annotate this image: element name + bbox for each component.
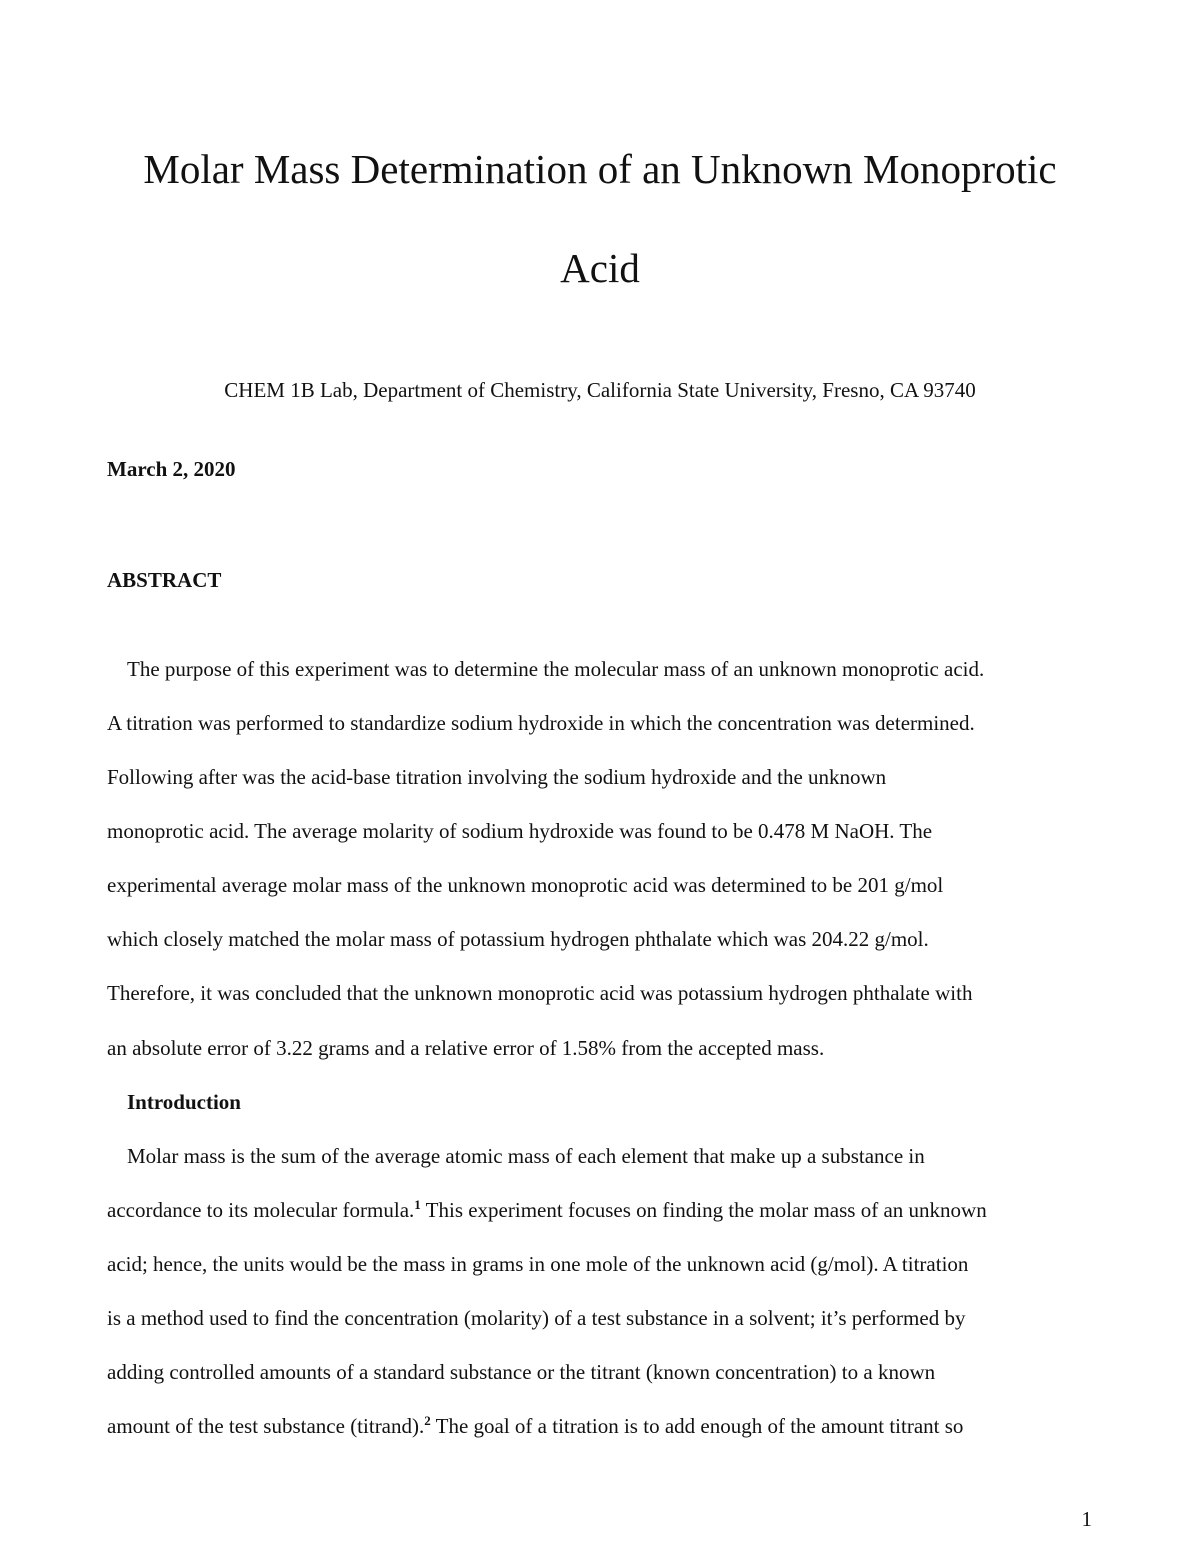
introduction-line: Molar mass is the sum of the average atomic mass of each element that make up a substance in	[127, 1144, 925, 1168]
introduction-text: The goal of a titration is to add enough of the amount titrant so	[430, 1414, 964, 1438]
citation-superscript: 2	[424, 1413, 431, 1428]
introduction-line: is a method used to find the concentration (molarity) of a test substance in a solvent; it’s performed by	[107, 1306, 966, 1330]
abstract-line: Following after was the acid-base titration involving the sodium hydroxide and the unknown	[107, 765, 887, 789]
page-number: 1	[1081, 1507, 1092, 1531]
introduction-text: accordance to its molecular formula.	[107, 1198, 415, 1222]
introduction-line: acid; hence, the units would be the mass in grams in one mole of the unknown acid (g/mol). A titration	[107, 1252, 969, 1276]
introduction-heading: Introduction	[127, 1090, 241, 1114]
introduction-line	[107, 1413, 963, 1439]
introduction-text: amount of the test substance (titrand).	[107, 1414, 425, 1438]
introduction-line: adding controlled amounts of a standard substance or the titrant (known concentration) to a known	[107, 1360, 936, 1384]
abstract-line: which closely matched the molar mass of potassium hydrogen phthalate which was 204.22 g/mol.	[107, 927, 929, 951]
abstract-line: Therefore, it was concluded that the unknown monoprotic acid was potassium hydrogen phthalate with	[107, 981, 973, 1005]
document-title-line-2: Acid	[560, 245, 640, 291]
document-date: March 2, 2020	[107, 457, 236, 481]
abstract-line: an absolute error of 3.22 grams and a relative error of 1.58% from the accepted mass.	[107, 1036, 825, 1060]
citation-superscript: 1	[414, 1197, 421, 1212]
abstract-line: monoprotic acid. The average molarity of sodium hydroxide was found to be 0.478 M NaOH. The	[107, 819, 933, 843]
introduction-text: This experiment focuses on finding the molar mass of an unknown	[420, 1198, 987, 1222]
document-title-line-1: Molar Mass Determination of an Unknown Monoprotic	[143, 146, 1057, 192]
abstract-heading: ABSTRACT	[107, 568, 222, 592]
abstract-line: A titration was performed to standardize sodium hydroxide in which the concentration was determined.	[107, 711, 975, 735]
introduction-line	[107, 1197, 987, 1223]
abstract-line: The purpose of this experiment was to determine the molecular mass of an unknown monoprotic acid.	[127, 657, 985, 681]
abstract-line: experimental average molar mass of the unknown monoprotic acid was determined to be 201 g/mol	[107, 873, 944, 897]
affiliation: CHEM 1B Lab, Department of Chemistry, California State University, Fresno, CA 93740	[224, 378, 976, 402]
